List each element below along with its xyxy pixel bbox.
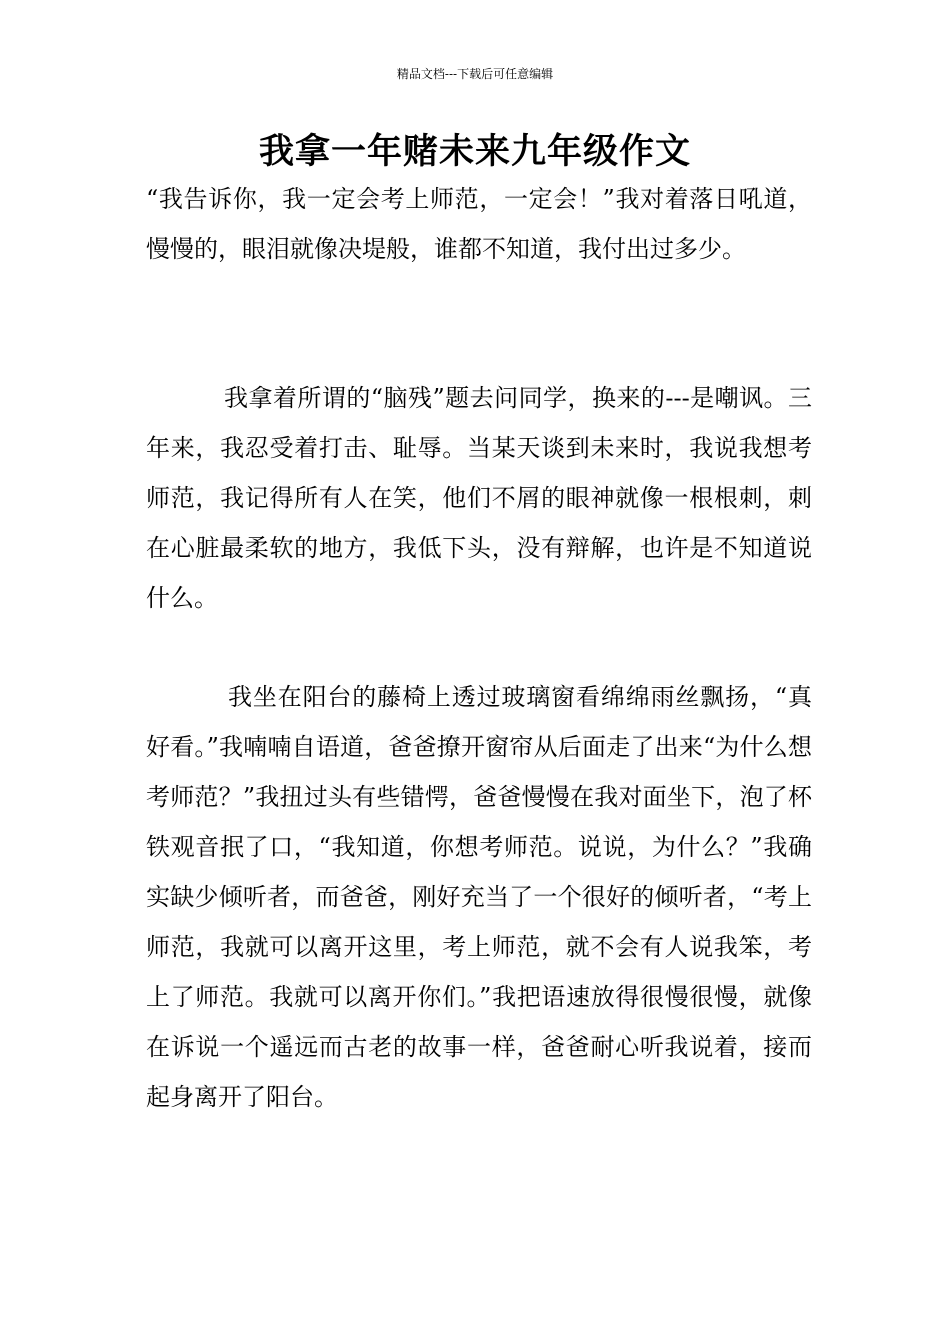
- page-header-note: 精品文档---下载后可任意编辑: [396, 67, 554, 81]
- paragraph-2: 我拿着所谓的“脑残”题去问同学，换来的---是嘲讽。三年来，我忍受着打击、耻辱。当某天谈到未来时，我说我想考师范，我记得所有人在笑，他们不屑的眼神就像一根根刺，刺在心脏最柔软的地方，我低下头，没有辩解，也许是不知道说什么。: [146, 384, 812, 612]
- paragraph-1: “我告诉你，我一定会考上师范，一定会！”我对着落日吼道，慢慢的，眼泪就像决堤般，谁都不知道，我付出过多少。: [146, 185, 812, 263]
- paragraph-3: 我坐在阳台的藤椅上透过玻璃窗看绵绵雨丝飘扬，“真好看。”我喃喃自语道，爸爸撩开窗帘从后面走了出来“为什么想考师范？”我扭过头有些错愕，爸爸慢慢在我对面坐下，泡了杯铁观音抿了口，“我知道，你想考师范。说说，为什么？”我确实缺少倾听者，而爸爸，刚好充当了一个很好的倾听者，“考上师范，我就可以离开这里，考上师范，就不会有人说我笨，考上了师范。我就可以离开你们。”我把语速放得很慢很慢，就像在诉说一个遥远而古老的故事一样，爸爸耐心听我说着，接而起身离开了阳台。: [146, 683, 812, 1111]
- document-title: 我拿一年赌未来九年级作文: [258, 132, 691, 172]
